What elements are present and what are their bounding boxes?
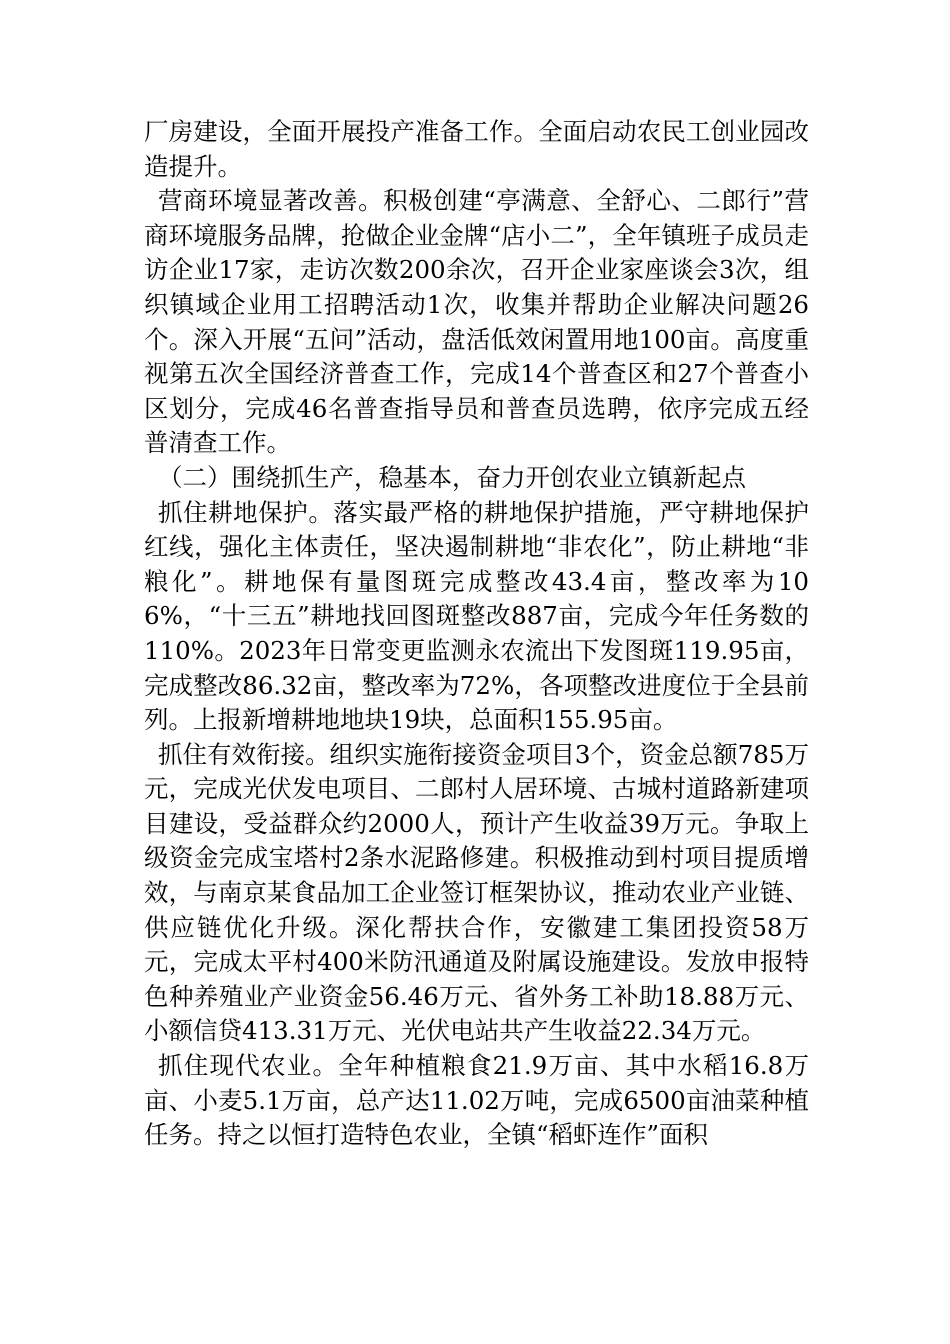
paragraph-business-environment: 营商环境显著改善。积极创建“亭满意、全舒心、二郎行”营商环境服务品牌，抢做企业金牌“店小二”，全年镇班子成员走访企业17家，走访次数200余次，召开企业家座谈会3次，组织镇域企业用工招聘活动1次，收集并帮助企业解决问题26个。深入开展“五问”活动，盘活低效闲置用地100亩。高度重视第五次全国经济普查工作，完成14个普查区和27个普查小区划分，完成46名普查指导员和普查员选聘，依序完成五经普清查工作。 — [144, 186, 809, 458]
paragraph-continuation: 厂房建设，全面开展投产准备工作。全面启动农民工创业园改造提升。 — [144, 117, 809, 181]
section-heading: （二）围绕抓生产，稳基本，奋力开创农业立镇新起点 — [158, 462, 746, 492]
paragraph-effective-connection: 抓住有效衔接。组织实施衔接资金项目3个，资金总额785万元，完成光伏发电项目、二郎村人居环境、古城村道路新建项目建设，受益群众约2000人，预计产生收益39万元。争取上级资金完成宝塔村2条水泥路修建。积极推动到村项目提质增效，与南京某食品加工企业签订框架协议，推动农业产业链、供应链优化升级。深化帮扶合作，安徽建工集团投资58万元，完成太平村400米防汛通道及附属设施建设。发放申报特色种养殖业产业资金56.46万元、省外务工补助18.88万元、小额信贷413.31万元、光伏电站共产生收益22.34万元。 — [144, 739, 809, 1046]
document-body — [144, 115, 809, 1153]
paragraph-modern-agriculture: 抓住现代农业。全年种植粮食21.9万亩、其中水稻16.8万亩、小麦5.1万亩，总产达11.02万吨，完成6500亩油菜种植任务。持之以恒打造特色农业，全镇“稻虾连作”面积 — [144, 1051, 809, 1150]
paragraph-farmland-protection: 抓住耕地保护。落实最严格的耕地保护措施，严守耕地保护红线，强化主体责任，坚决遏制耕地“非农化”，防止耕地“非粮化”。耕地保有量图斑完成整改43.4亩，整改率为106%，“十三五”耕地找回图斑整改887亩，完成今年任务数的110%。2023年日常变更监测永农流出下发图斑119.95亩，完成整改86.32亩，整改率为72%，各项整改进度位于全县前列。上报新增耕地地块19块，总面积155.95亩。 — [144, 497, 809, 735]
